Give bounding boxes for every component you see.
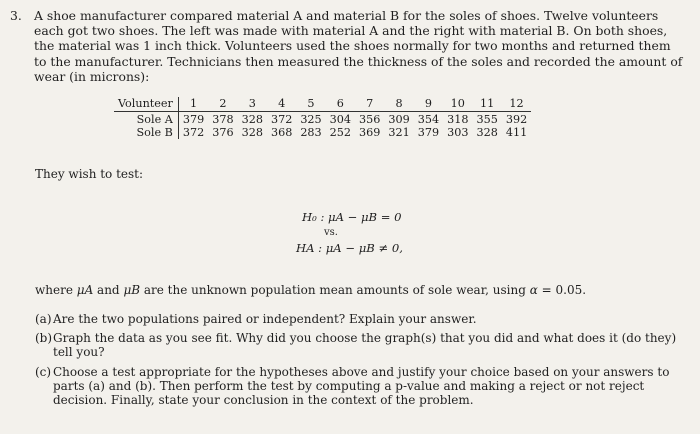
table-cell: 2 [208, 97, 237, 112]
alpha-symbol: α [529, 283, 538, 297]
alternative-hypothesis: HA : μA − μB ≠ 0, [296, 241, 403, 255]
table-row-sole-a [114, 112, 531, 127]
part-label: (a) [35, 312, 52, 326]
question-number: 3. [10, 8, 22, 23]
table-cell: 355 [476, 113, 498, 126]
part-text: Are the two populations paired or independent? Explain your answer. [53, 312, 477, 326]
table-cell: 1 [178, 97, 208, 112]
table-cell: 9 [414, 97, 443, 112]
table-cell: 368 [270, 126, 293, 139]
part-c [35, 365, 685, 408]
table-cell: 325 [300, 113, 322, 126]
table-cell: 411 [505, 126, 528, 139]
table-header-row [114, 97, 531, 112]
table-cell: 376 [212, 126, 234, 139]
part-label: (b) [35, 331, 53, 346]
wear-data-table [114, 97, 531, 139]
table-cell: 5 [296, 97, 325, 112]
part-b [35, 331, 685, 359]
table-cell: 379 [182, 113, 205, 126]
question-intro [10, 8, 686, 84]
mu-a-symbol: μA [76, 283, 94, 297]
table-cell: 7 [355, 97, 384, 112]
part-label: (c) [35, 364, 52, 379]
where-sentence [35, 283, 586, 297]
table-cell: 372 [270, 113, 293, 126]
where-post: = 0.05. [537, 283, 587, 297]
table-cell: 354 [417, 113, 440, 126]
table-cell: 4 [267, 97, 296, 112]
table-cell: 369 [359, 126, 381, 139]
table-cell: 283 [300, 126, 322, 139]
part-text: Graph the data as you see fit. Why did you choose the graph(s) that you did and what does it (do they) tell you? [53, 331, 677, 360]
row-label: Sole A [114, 112, 178, 127]
table-cell: 3 [238, 97, 267, 112]
table-cell: 10 [443, 97, 472, 112]
table-cell: 356 [359, 113, 381, 126]
table-cell: 328 [476, 126, 498, 139]
table-cell: 6 [326, 97, 355, 112]
question-parts [35, 312, 685, 412]
table-cell: 252 [329, 126, 352, 139]
table-cell: 378 [212, 113, 234, 126]
table-cell: 309 [388, 113, 410, 126]
null-hypothesis: H₀ : μA − μB = 0 [302, 210, 402, 224]
table-cell: 303 [447, 126, 469, 139]
table-cell: 379 [417, 126, 440, 139]
row-label: Sole B [114, 126, 178, 139]
part-text: Choose a test appropriate for the hypotheses above and justify your choice based on your answers to parts (a) and (b). Then perform the test by computing a p-value and making a reject or not reject decision. Finally, state your conclusion in the context of the problem. [53, 364, 670, 408]
volunteer-header: Volunteer [114, 97, 178, 112]
table-cell: 304 [329, 113, 352, 126]
where-pre: where [35, 283, 77, 297]
table-cell: 318 [447, 113, 469, 126]
table-cell: 372 [182, 126, 205, 139]
table-cell: 328 [241, 126, 263, 139]
table-cell: 11 [472, 97, 501, 112]
table-cell: 392 [505, 113, 528, 126]
where-mid: are the unknown population mean amounts of sole wear, using [140, 283, 530, 297]
wish-to-test-text: They wish to test: [35, 167, 144, 181]
table-row-sole-b [114, 126, 531, 139]
part-a [35, 312, 685, 326]
mu-b-symbol: μB [123, 283, 141, 297]
table-cell: 12 [502, 97, 531, 112]
table-cell: 8 [384, 97, 413, 112]
versus-label: vs. [324, 227, 338, 238]
table-cell: 328 [241, 113, 263, 126]
table-cell: 321 [388, 126, 410, 139]
where-and: and [93, 283, 124, 297]
question-text: A shoe manufacturer compared material A and material B for the soles of shoes. Twelve volunteers each got two shoes. The left was made with material A and the right with material B. On both shoes, the material was 1 inch thick. Volunteers used the shoes normally for two months and returned them to the manufacturer. Technicians then measured the thickness of the soles and recorded the amount of wear (in microns): [34, 8, 683, 84]
